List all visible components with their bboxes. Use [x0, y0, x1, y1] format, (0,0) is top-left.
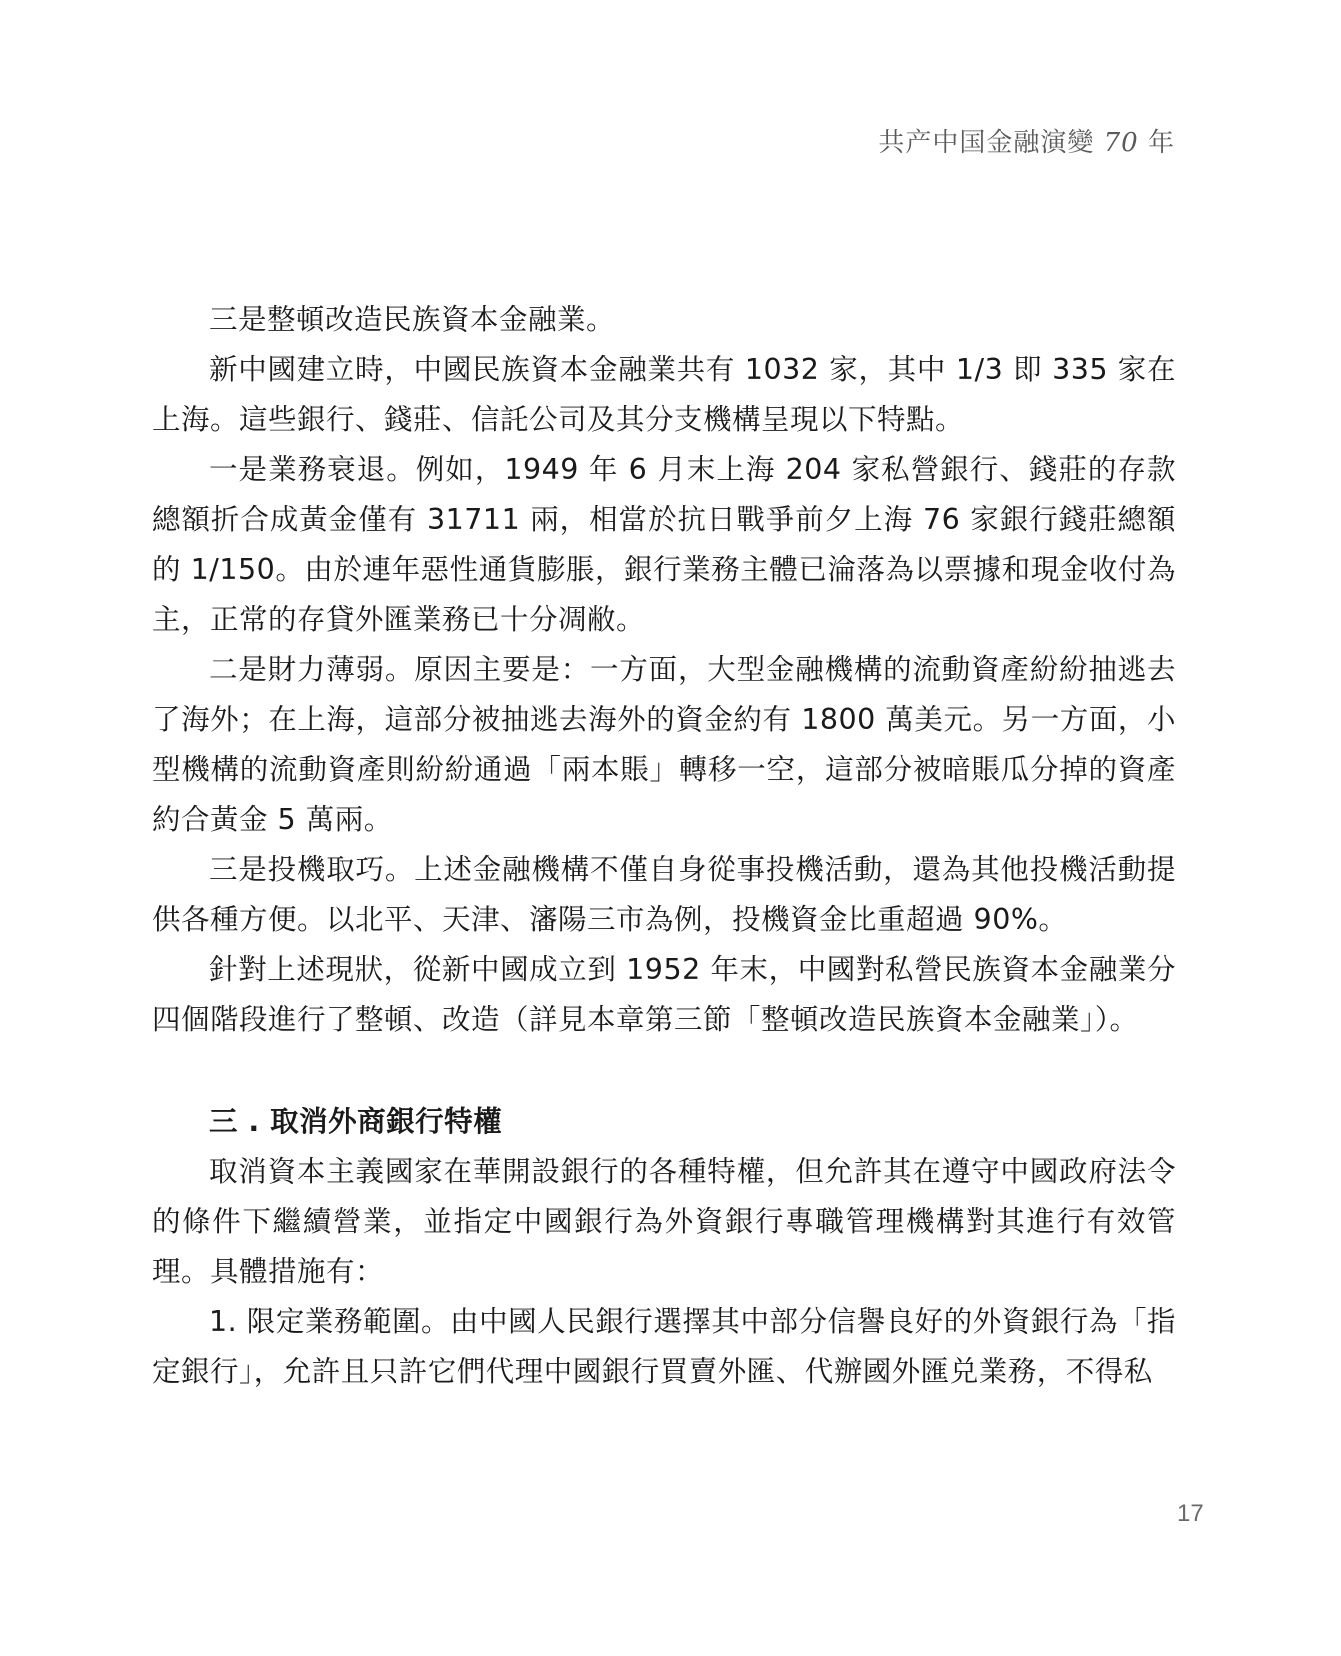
running-header-suffix: 年 [1147, 128, 1175, 158]
paragraph: 三是投機取巧。上述金融機構不僅自身從事投機活動，還為其他投機活動提供各種方便。以北平、天津、瀋陽三市為例，投機資金比重超過 90%。 [152, 853, 1176, 936]
paragraph: 新中國建立時，中國民族資本金融業共有 1032 家，其中 1/3 即 335 家在上海。這些銀行、錢莊、信託公司及其分支機構呈現以下特點。 [152, 353, 1176, 436]
page-number: 17 [1177, 1500, 1204, 1527]
running-header-number: 70 [1103, 128, 1139, 158]
paragraph: 一是業務衰退。例如，1949 年 6 月末上海 204 家私營銀行、錢莊的存款總額折合成黃金僅有 31711 兩，相當於抗日戰爭前夕上海 76 家銀行錢莊總額的 1/150。由於連年惡性通貨膨脹，銀行業務主體已淪落為以票據和現金收付為主，正常的存貸外匯業務已十分凋敝。 [152, 453, 1176, 636]
section-heading: 三 . 取消外商銀行特權 [209, 1105, 503, 1138]
paragraph: 二是財力薄弱。原因主要是：一方面，大型金融機構的流動資產紛紛抽逃去了海外；在上海，這部分被抽逃去海外的資金約有 1800 萬美元。另一方面，小型機構的流動資產則紛紛通過「兩本賬」轉移一空，這部分被暗賬瓜分掉的資產約合黃金 5 萬兩。 [152, 653, 1176, 836]
body-text [152, 295, 1176, 1397]
paragraph: 1. 限定業務範圍。由中國人民銀行選擇其中部分信譽良好的外資銀行為「指定銀行」，允許且只許它們代理中國銀行買賣外匯、代辦國外匯兑業務，不得私 [152, 1305, 1176, 1388]
running-header-title: 共产中国金融演變 [878, 128, 1095, 158]
paragraph: 取消資本主義國家在華開設銀行的各種特權，但允許其在遵守中國政府法令的條件下繼續營業，並指定中國銀行為外資銀行專職管理機構對其進行有效管理。具體措施有： [152, 1155, 1176, 1288]
paragraph: 三是整頓改造民族資本金融業。 [209, 303, 616, 336]
paragraph: 針對上述現狀，從新中國成立到 1952 年末，中國對私營民族資本金融業分四個階段進行了整頓、改造（詳見本章第三節「整頓改造民族資本金融業」）。 [152, 953, 1176, 1036]
running-header [878, 122, 1175, 159]
